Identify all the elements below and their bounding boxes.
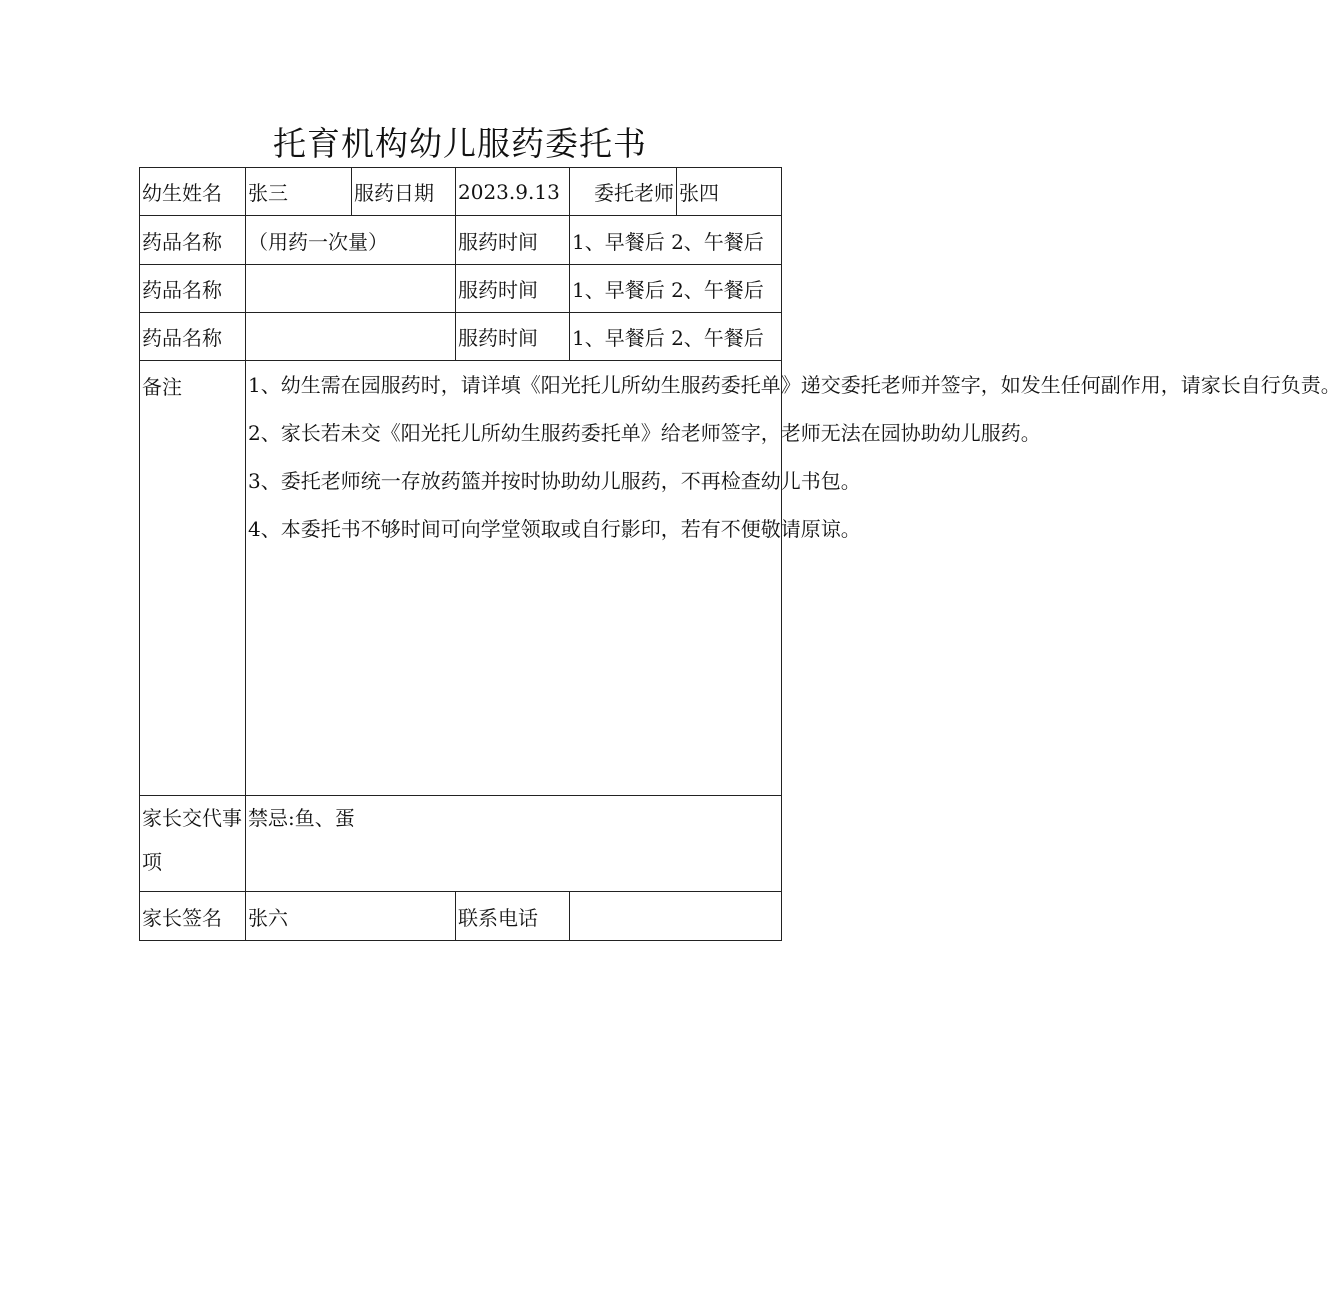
notes-content [246,361,1341,796]
parent-notes-row [140,796,782,892]
teacher-field[interactable]: 张四 [677,168,782,216]
date-label: 服药日期 [352,168,456,216]
medicine-time-label: 服药时间 [456,216,570,265]
medicine-name-label: 药品名称 [140,265,246,313]
medication-form-table [139,167,1341,941]
teacher-label: 委托老师 [570,168,677,216]
note-item: 3、委托老师统一存放药篮并按时协助幼儿服药，不再检查幼儿书包。 [248,469,861,493]
document-title: 托育机构幼儿服药委托书 [273,124,647,163]
child-name-label: 幼生姓名 [140,168,246,216]
phone-label: 联系电话 [456,892,570,941]
medicine-name-field[interactable]: （用药一次量） [246,216,456,265]
parent-notes-field[interactable]: 禁忌:鱼、蛋 [246,796,782,892]
note-item: 2、家长若未交《阳光托儿所幼生服药委托单》给老师签字，老师无法在园协助幼儿服药。 [248,421,1041,445]
child-name-field[interactable]: 张三 [246,168,352,216]
medicine-row [140,216,782,265]
child-info-row [140,168,782,216]
phone-field[interactable] [570,892,782,941]
medicine-name-label: 药品名称 [140,313,246,361]
notes-row [140,361,782,796]
notes-label: 备注 [140,361,246,796]
medicine-name-label: 药品名称 [140,216,246,265]
note-item: 4、本委托书不够时间可向学堂领取或自行影印，若有不便敬请原谅。 [248,517,861,541]
medicine-name-field[interactable] [246,265,456,313]
medicine-time-label: 服药时间 [456,265,570,313]
medicine-time-label: 服药时间 [456,313,570,361]
medicine-row [140,313,782,361]
parent-signature-field[interactable]: 张六 [246,892,456,941]
medicine-name-field[interactable] [246,313,456,361]
medicine-time-options[interactable]: 1、早餐后 2、午餐后 [570,216,782,265]
date-field[interactable]: 2023.9.13 [456,168,570,216]
medicine-time-options[interactable]: 1、早餐后 2、午餐后 [570,313,782,361]
signature-row [140,892,782,941]
note-item: 1、幼生需在园服药时，请详填《阳光托儿所幼生服药委托单》递交委托老师并签字，如发生任何副作用，请家长自行负责。 [248,373,1341,397]
parent-notes-label: 家长交代事项 [140,796,246,892]
medicine-row [140,265,782,313]
medicine-time-options[interactable]: 1、早餐后 2、午餐后 [570,265,782,313]
parent-signature-label: 家长签名 [140,892,246,941]
